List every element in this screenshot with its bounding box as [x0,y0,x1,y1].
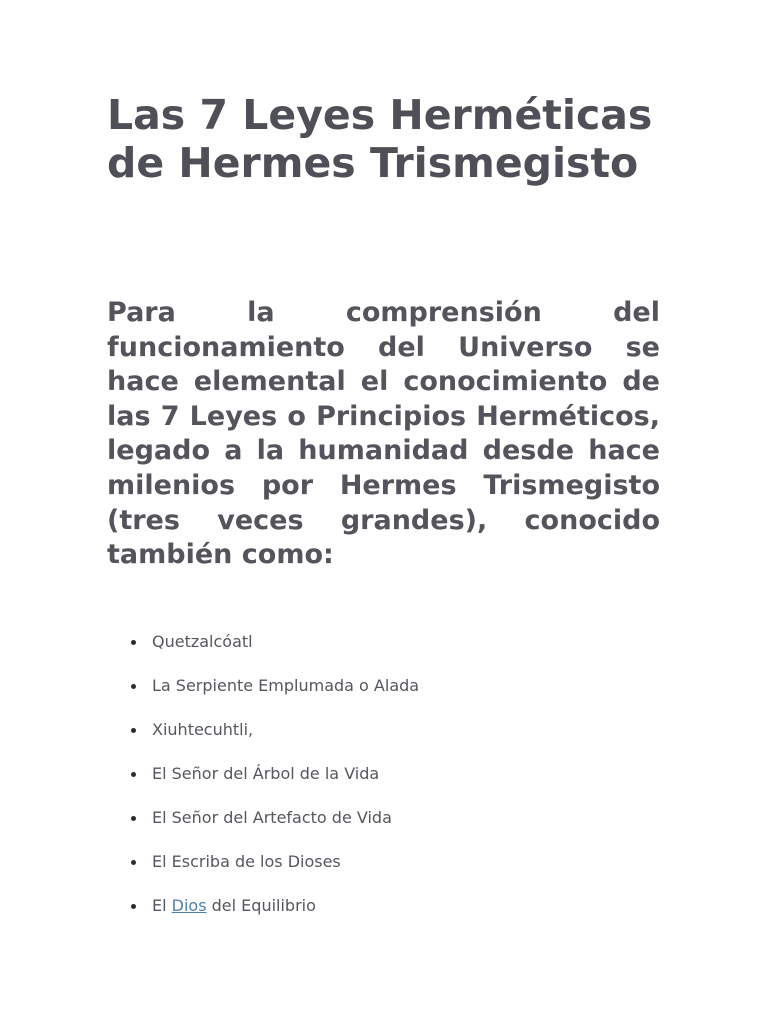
bullet-icon [131,728,136,733]
list-item-text: El Escriba de los Dioses [152,852,341,871]
list-item-prefix: El [152,896,167,915]
bullet-icon [131,772,136,777]
names-list [131,630,651,938]
bullet-icon [131,640,136,645]
bullet-icon [131,860,136,865]
title-line-1: Las 7 Leyes Herméticas [107,91,653,139]
list-item-text: Xiuhtecuhtli, [152,720,254,739]
list-item [131,894,651,938]
bullet-icon [131,816,136,821]
document-title [107,91,667,187]
list-item [131,674,651,718]
list-item-text: La Serpiente Emplumada o Alada [152,676,420,695]
list-item [131,762,651,806]
bullet-icon [131,904,136,909]
list-item [131,630,651,674]
list-item [131,718,651,762]
intro-paragraph: Para la comprensión del funcionamiento del Universo se hace elemental el conocimiento de las 7 Leyes o Principios Herméticos, legado a la humanidad desde hace milenios por Hermes Trismegisto (tres veces grandes), conocido también como: [107,297,660,571]
dios-link[interactable]: Dios [171,896,207,915]
list-item [131,850,651,894]
list-item-text: El Señor del Artefacto de Vida [152,808,392,827]
title-line-2: de Hermes Trismegisto [107,139,639,187]
list-item-suffix: del Equilibrio [211,896,316,915]
list-item-text: El Señor del Árbol de la Vida [152,764,380,783]
list-item [131,806,651,850]
list-item-text: Quetzalcóatl [152,632,253,651]
bullet-icon [131,684,136,689]
